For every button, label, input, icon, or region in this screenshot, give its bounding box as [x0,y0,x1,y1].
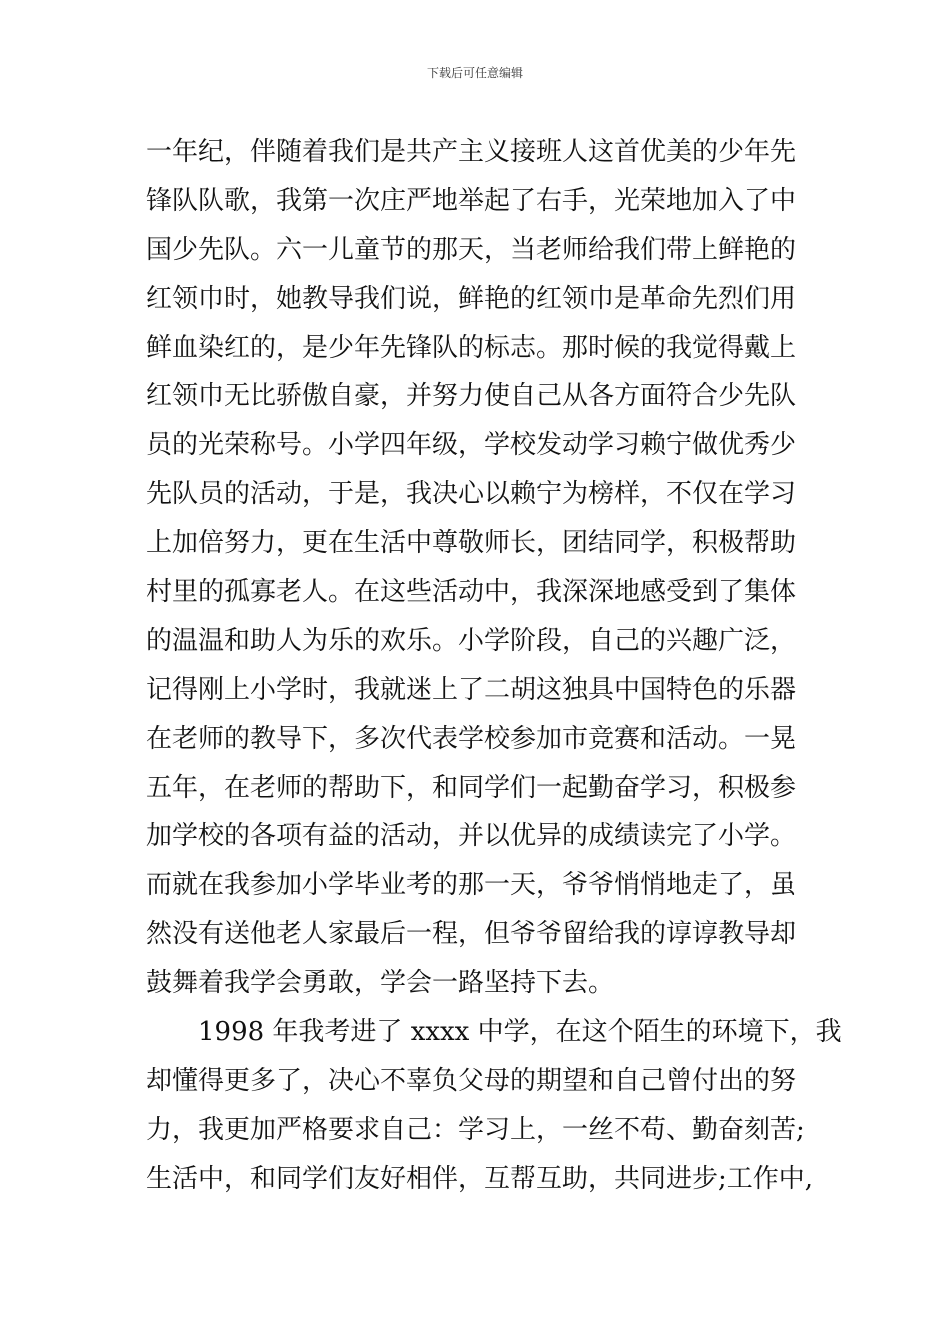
text-line: 加学校的各项有益的活动，并以优异的成绩读完了小学。 [146,821,797,852]
text-line: 锋队队歌，我第一次庄严地举起了右手，光荣地加入了中 [146,185,797,216]
text-line: 生活中，和同学们友好相伴，互帮互助，共同进步;工作中, [146,1163,814,1194]
header-note: 下载后可任意编辑 [426,66,523,80]
text-line: 记得刚上小学时，我就迷上了二胡这独具中国特色的乐器 [146,674,797,705]
text-line: 先队员的活动，于是，我决心以赖宁为榜样，不仅在学习 [146,479,797,510]
paragraph-start-line: 1998 年我考进了 xxxx 中学，在这个陌生的环境下，我 [198,1017,842,1048]
text-line: 在老师的教导下，多次代表学校参加市竞赛和活动。一晃 [146,723,797,754]
text-line: 村里的孤寡老人。在这些活动中，我深深地感受到了集体 [146,577,797,608]
text-line: 鲜血染红的，是少年先锋队的标志。那时候的我觉得戴上 [146,332,797,363]
text-line: 员的光荣称号。小学四年级，学校发动学习赖宁做优秀少 [146,430,797,461]
text-line: 红领巾时，她教导我们说，鲜艳的红领巾是革命先烈们用 [146,283,797,314]
text-line: 而就在我参加小学毕业考的那一天，爷爷悄悄地走了，虽 [146,870,797,901]
text-line: 的温温和助人为乐的欢乐。小学阶段，自己的兴趣广泛， [146,625,797,656]
text-line: 鼓舞着我学会勇敢，学会一路坚持下去。 [146,968,615,999]
text-line: 红领巾无比骄傲自豪，并努力使自己从各方面符合少先队 [146,381,797,412]
text-line: 国少先队。六一儿童节的那天，当老师给我们带上鲜艳的 [146,234,797,265]
text-line: 却懂得更多了，决心不辜负父母的期望和自己曾付出的努 [146,1065,797,1096]
text-line: 一年纪，伴随着我们是共产主义接班人这首优美的少年先 [146,137,797,167]
text-line: 上加倍努力，更在生活中尊敬师长，团结同学，积极帮助 [146,528,797,559]
text-line: 然没有送他老人家最后一程，但爷爷留给我的谆谆教导却 [146,919,797,950]
text-line: 五年，在老师的帮助下，和同学们一起勤奋学习，积极参 [146,772,797,803]
body-text [146,128,842,1204]
text-line: 力，我更加严格要求自己：学习上，一丝不苟、勤奋刻苦; [146,1114,805,1145]
